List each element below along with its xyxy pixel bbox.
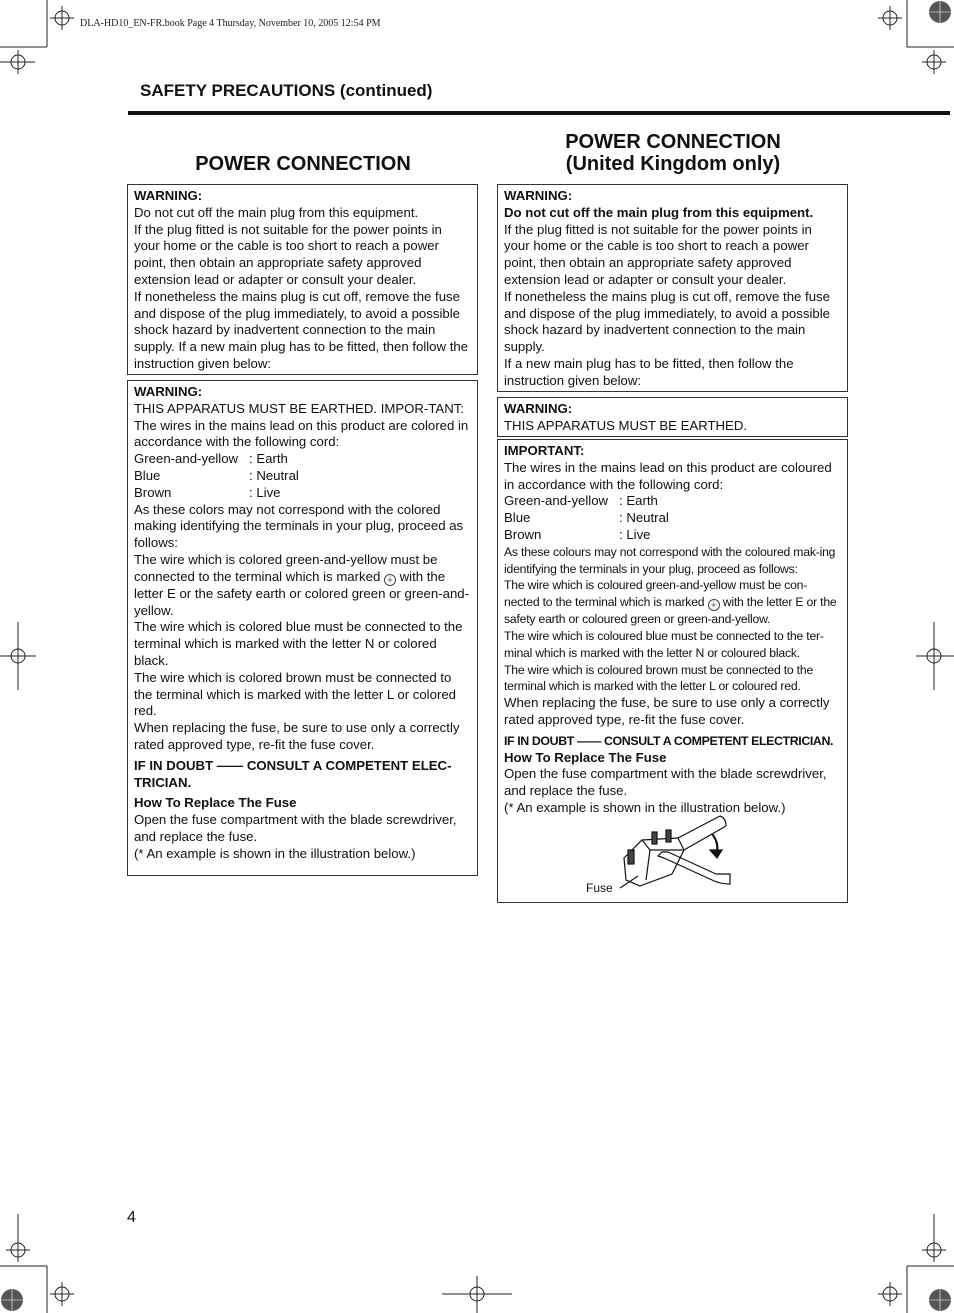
paragraph: Do not cut off the main plug from this equipment. bbox=[134, 204, 419, 220]
wire-color: Green-and-yellow bbox=[134, 451, 239, 467]
wire-color: Blue bbox=[504, 510, 531, 526]
right-title-line2: (United Kingdom only) bbox=[565, 153, 781, 175]
left-column-title: POWER CONNECTION bbox=[195, 153, 411, 175]
warning-heading: WARNING: bbox=[134, 384, 203, 399]
earth-ground-icon: ⏚ bbox=[385, 574, 394, 584]
fuse-label: Fuse bbox=[586, 881, 613, 895]
paragraph: The wire which is coloured brown must be connected to the terminal which is marked with the letter L or coloured red. bbox=[504, 662, 814, 694]
paragraph: (* An example is shown in the illustration below.) bbox=[134, 845, 416, 861]
wire-color: Blue bbox=[134, 467, 161, 483]
wire-role: : Neutral bbox=[249, 467, 299, 483]
earthed-notice: THIS APPARATUS MUST BE EARTHED. bbox=[504, 417, 748, 433]
left-warning-box-1 bbox=[127, 184, 478, 375]
paragraph bbox=[504, 577, 841, 628]
wire-row bbox=[134, 451, 471, 468]
paragraph: The wires in the mains lead on this product are colored in accordance with the following cord: bbox=[134, 417, 469, 450]
paragraph: (* An example is shown in the illustration below.) bbox=[504, 799, 786, 815]
paragraph: If nonetheless the mains plug is cut off, remove the fuse and dispose of the plug immediately, to avoid a possible shock hazard by inadvertent connection to the main supply. If a new main plug has to be fitted, then follow the instruction given below: bbox=[134, 288, 469, 371]
right-warning-box-2 bbox=[497, 397, 848, 437]
paragraph: The wire which is colored brown must be connected to the terminal which is marked with the letter L or colored red. bbox=[134, 669, 457, 719]
earth-ground-icon: ⏚ bbox=[708, 599, 720, 611]
wire-role: : Live bbox=[619, 526, 651, 542]
wire-role: : Earth bbox=[619, 493, 658, 509]
howto-heading: How To Replace The Fuse bbox=[134, 795, 297, 811]
section-title: SAFETY PRECAUTIONS (continued) bbox=[140, 81, 433, 100]
doubt-notice: IF IN DOUBT —— CONSULT A COMPETENT ELECTRICIAN. bbox=[504, 733, 834, 748]
text-span: with the letter E or the safety earth or coloured green or green-and-yellow. bbox=[504, 595, 837, 627]
paragraph: If nonetheless the mains plug is cut off, remove the fuse and dispose of the plug immediately, to avoid a possible shock hazard by inadvertent connection to the main supply. bbox=[504, 288, 830, 355]
wire-row bbox=[134, 485, 471, 502]
left-warning-box-2 bbox=[127, 380, 478, 876]
wire-color: Brown bbox=[504, 526, 542, 542]
wire-color: Brown bbox=[134, 484, 172, 500]
paragraph: If the plug fitted is not suitable for the power points in your home or the cable is too short to reach a power point, then obtain an appropriate safety approved extension lead or adapter or consult your dealer. bbox=[134, 221, 442, 287]
text-span: with the letter E or the safety earth or colored green or green-and-yellow. bbox=[134, 568, 469, 618]
wire-row bbox=[504, 510, 841, 527]
paragraph: When replacing the fuse, be sure to use only a correctly rated approved type, re-fit the fuse cover. bbox=[504, 695, 830, 727]
text-span: The wire which is colored green-and-yellow must be connected to the terminal which is marked bbox=[134, 551, 438, 584]
book-info-line: DLA-HD10_EN-FR.book Page 4 Thursday, November 10, 2005 12:54 PM bbox=[80, 18, 381, 29]
wire-row bbox=[134, 468, 471, 485]
paragraph: If the plug fitted is not suitable for the power points in your home or the cable is too short to reach a power point, then obtain an appropriate safety approved extension lead or adapter or consult your dealer. bbox=[504, 221, 812, 287]
paragraph: As these colors may not correspond with the colored making identifying the terminals in your plug, proceed as follows: bbox=[134, 501, 464, 551]
earthed-notice: THIS APPARATUS MUST BE EARTHED. IMPOR-TANT: bbox=[134, 400, 464, 416]
paragraph: If a new main plug has to be fitted, then follow the instruction given below: bbox=[504, 355, 794, 388]
paragraph: Open the fuse compartment with the blade screwdriver, and replace the fuse. bbox=[504, 766, 827, 799]
paragraph: Open the fuse compartment with the blade screwdriver, and replace the fuse. bbox=[134, 812, 457, 844]
text-span: The wire which is coloured green-and-yellow must be con-nected to the terminal which is marked bbox=[504, 578, 808, 610]
wire-role: : Neutral bbox=[619, 510, 669, 526]
important-heading: IMPORTANT: bbox=[504, 443, 585, 458]
right-column-title bbox=[498, 131, 848, 175]
bold-notice: Do not cut off the main plug from this equipment. bbox=[504, 204, 814, 220]
right-warning-box-1 bbox=[497, 184, 848, 392]
warning-heading: WARNING: bbox=[504, 188, 573, 203]
paragraph: The wire which is colored blue must be connected to the terminal which is marked with the letter N or colored black. bbox=[134, 619, 463, 668]
page-number: 4 bbox=[127, 1209, 136, 1226]
header-rule bbox=[128, 111, 950, 115]
wire-role: : Earth bbox=[249, 451, 288, 467]
wire-row bbox=[504, 527, 841, 544]
paragraph: The wire which is coloured blue must be connected to the ter-minal which is marked with the letter N or coloured black. bbox=[504, 628, 824, 660]
wire-role: : Live bbox=[249, 484, 281, 500]
paragraph: The wires in the mains lead on this product are coloured in accordance with the following cord: bbox=[504, 459, 832, 492]
doubt-notice: IF IN DOUBT —— CONSULT A COMPETENT ELEC-TRICIAN. bbox=[134, 757, 452, 790]
right-title-line1: POWER CONNECTION bbox=[565, 131, 781, 153]
warning-heading: WARNING: bbox=[134, 188, 203, 203]
warning-heading: WARNING: bbox=[504, 401, 573, 416]
wire-color: Green-and-yellow bbox=[504, 493, 609, 509]
wire-row bbox=[504, 493, 841, 510]
paragraph: When replacing the fuse, be sure to use only a correctly rated approved type, re-fit the fuse cover. bbox=[134, 720, 460, 752]
paragraph bbox=[134, 552, 471, 619]
paragraph: As these colours may not correspond with the coloured mak-ing identifying the terminals in your plug, proceed as follows: bbox=[504, 544, 836, 576]
howto-heading: How To Replace The Fuse bbox=[504, 749, 667, 765]
